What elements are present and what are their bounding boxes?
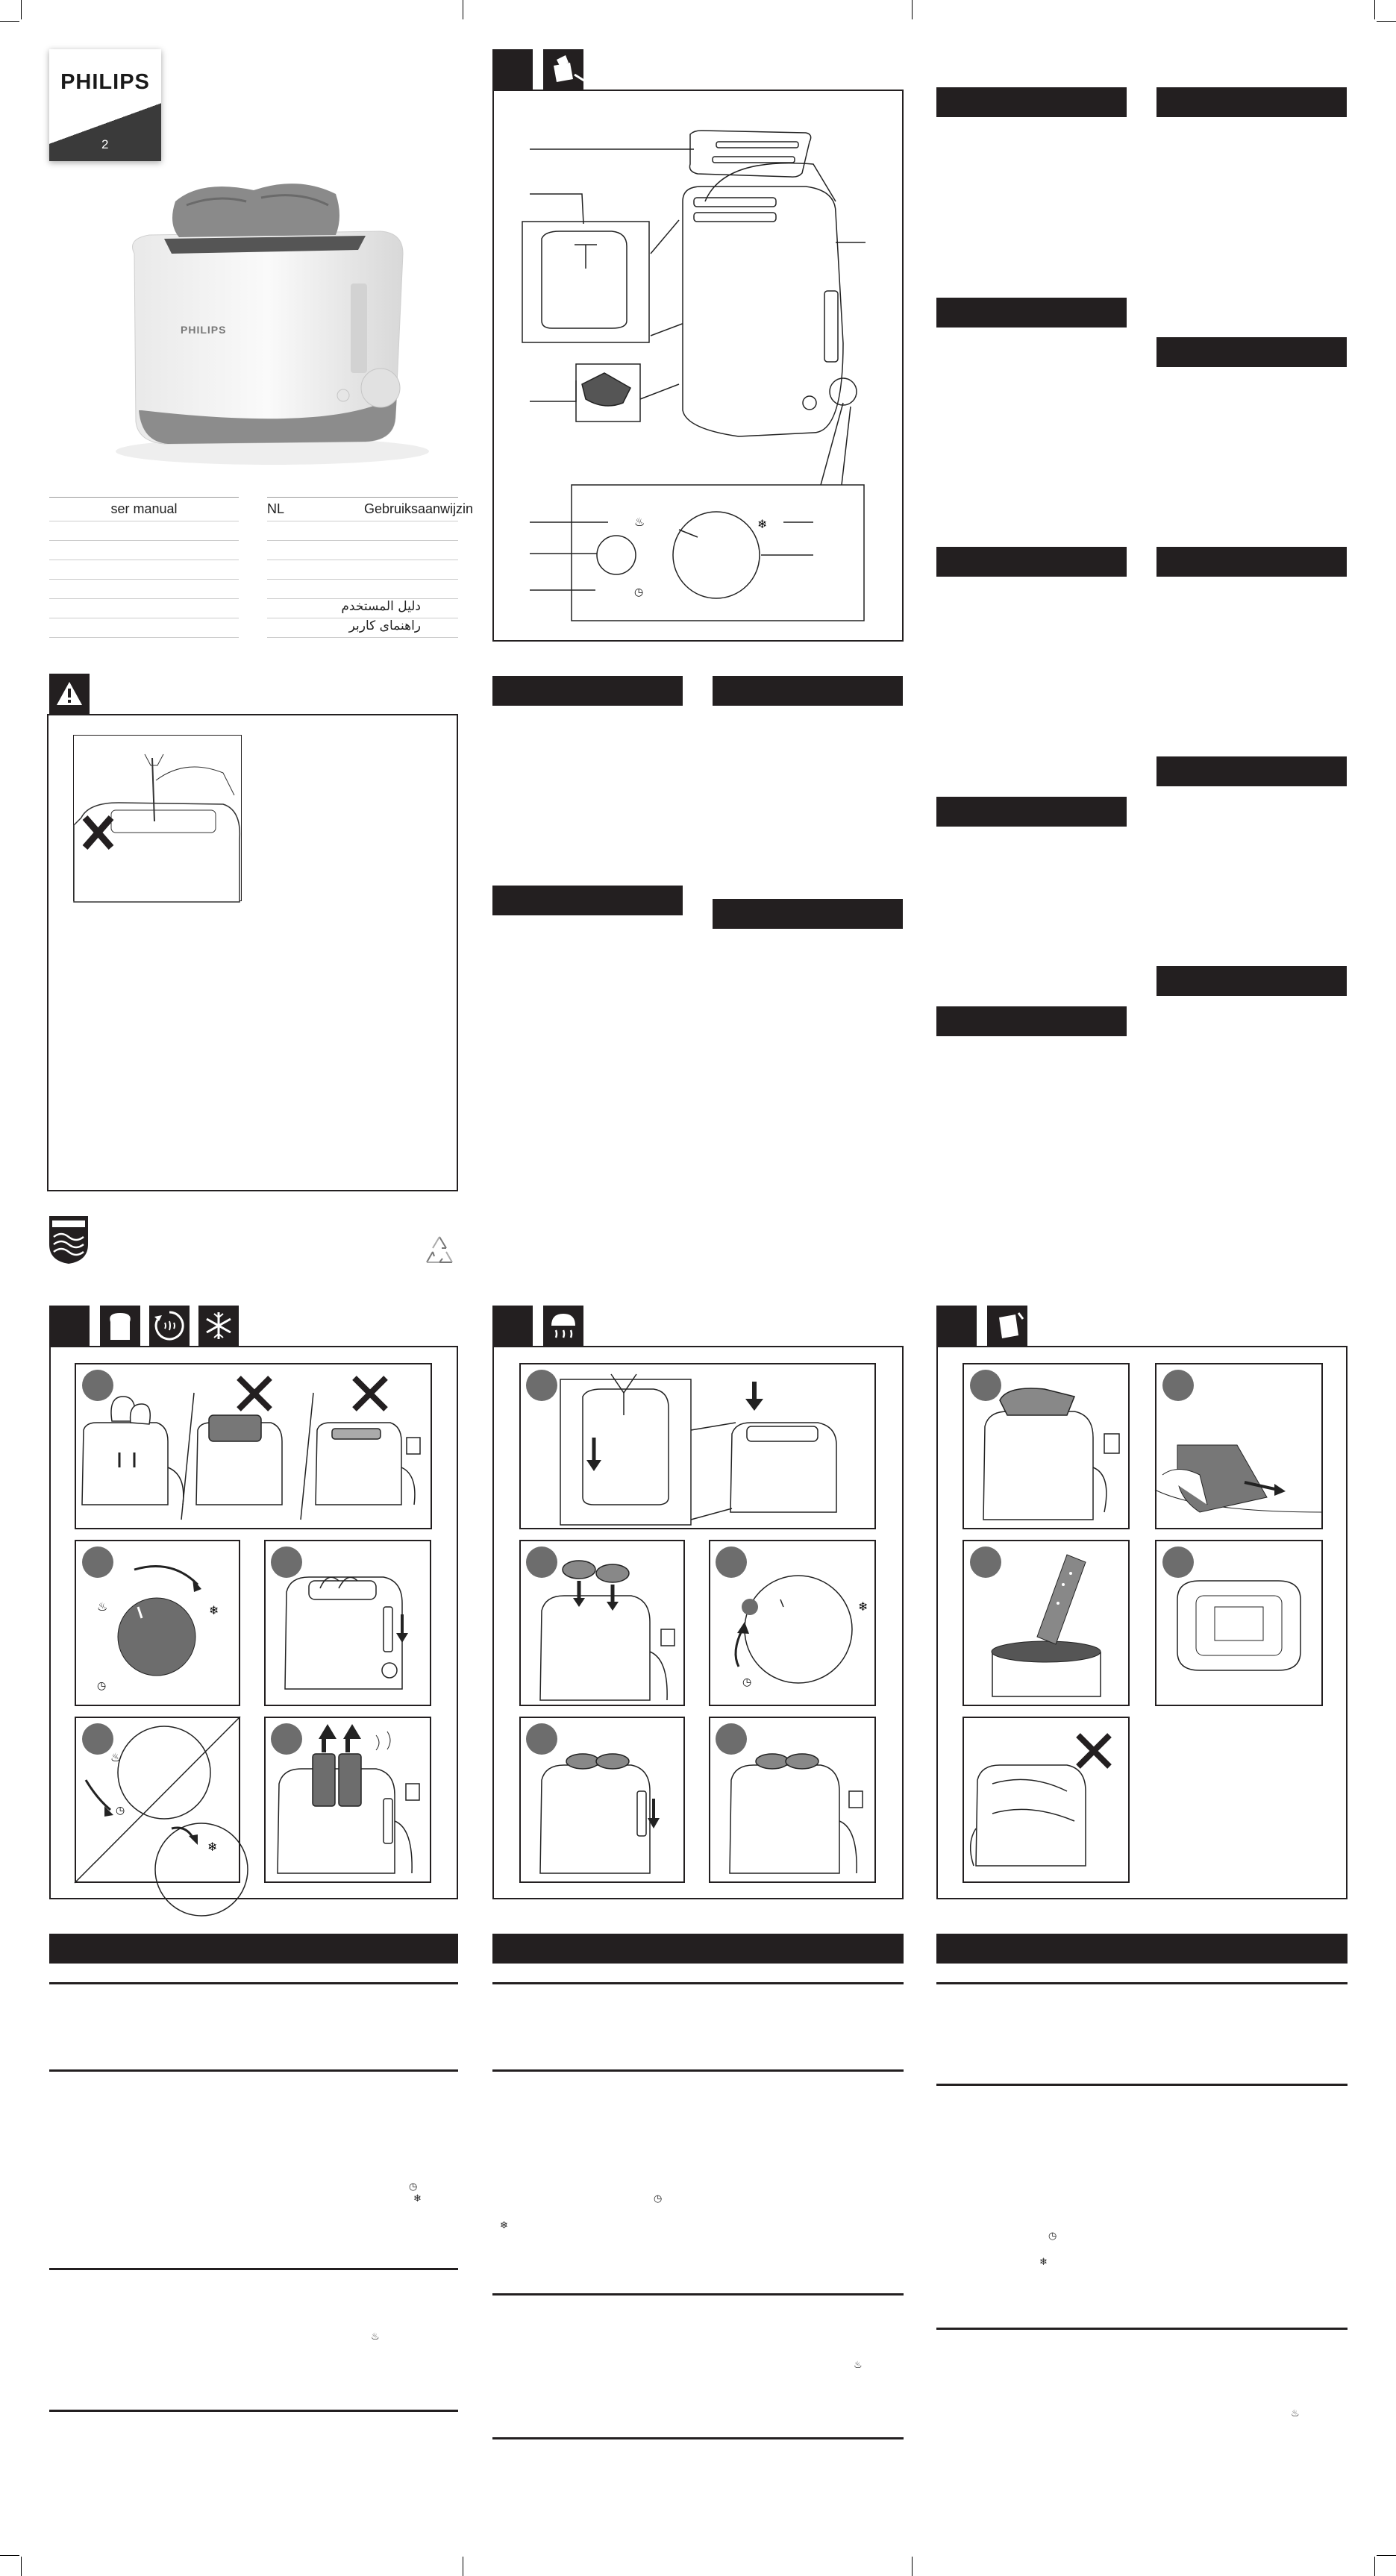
- language-left: [49, 501, 239, 638]
- brand-name: PHILIPS: [60, 70, 150, 94]
- section-heading-bar: [936, 797, 1127, 827]
- clean-step-2-illustration: [1155, 1363, 1323, 1529]
- step-3-illustration: [264, 1540, 431, 1706]
- step-2-illustration: [75, 1540, 240, 1706]
- language-name: [267, 521, 458, 541]
- section-heading-bar: [936, 547, 1127, 577]
- svg-text:◷: ◷: [634, 586, 644, 598]
- page-number: 2: [101, 137, 109, 151]
- language-name: [267, 580, 458, 599]
- clean-step-3-illustration: [963, 1540, 1130, 1706]
- svg-text:◷: ◷: [116, 1805, 125, 1817]
- language-name: دليل المستخدم: [267, 599, 458, 618]
- divider: [49, 2410, 458, 2412]
- bun-step-4-illustration: [519, 1717, 685, 1883]
- reheat-symbol: ♨: [371, 2331, 380, 2342]
- reheat-symbol: ♨: [1291, 2408, 1300, 2419]
- toast-icon: [107, 1311, 133, 1341]
- bun-step-1-illustration: [519, 1363, 876, 1529]
- svg-text:♨: ♨: [110, 1750, 122, 1764]
- bun-step-5-illustration: [709, 1717, 876, 1883]
- section-heading-bar: [936, 1934, 1348, 1964]
- language-name: [267, 560, 458, 580]
- section-heading-bar: [936, 1006, 1127, 1036]
- crop-mark: [912, 2557, 913, 2576]
- language-name: راهنمای کاربر: [267, 618, 458, 638]
- language-entry: [49, 521, 239, 541]
- cleaning-icon: [992, 1310, 1024, 1343]
- crop-mark: [1374, 0, 1375, 19]
- warning-illustration: [73, 735, 242, 901]
- defrost-symbol: ❄: [500, 2220, 508, 2231]
- language-code: NL: [267, 501, 285, 516]
- language-entry: [49, 618, 239, 638]
- crop-mark: [1377, 2555, 1396, 2556]
- bun-step-2-illustration: [519, 1540, 685, 1706]
- cleaning-steps-header: [936, 1306, 977, 1346]
- divider: [49, 2268, 458, 2270]
- cleaning-icon: [543, 49, 588, 90]
- crop-mark: [0, 21, 19, 22]
- cleaning-icon-box: [987, 1306, 1027, 1346]
- language-entry: ser manual: [49, 501, 239, 521]
- crop-mark: [21, 0, 22, 19]
- section-heading-bar: [936, 87, 1127, 117]
- language-entry: [49, 560, 239, 580]
- section-heading-bar: [1156, 337, 1347, 367]
- cleaning-header: [492, 49, 533, 90]
- toaster-fork-illustration: [74, 736, 242, 902]
- warning-triangle-icon: [55, 680, 84, 708]
- toaster-overview-diagram: [492, 90, 904, 642]
- svg-text:❄: ❄: [209, 1603, 219, 1617]
- bun-warming-header: [492, 1306, 533, 1346]
- section-heading-bar: [1156, 966, 1347, 996]
- reheat-icon: [153, 1309, 186, 1342]
- section-heading-bar: [713, 899, 903, 929]
- divider: [49, 1982, 458, 1984]
- toast-icon-box: [100, 1306, 140, 1346]
- divider: [492, 2293, 904, 2295]
- clean-step-1-illustration: [963, 1363, 1130, 1529]
- svg-text:♨: ♨: [634, 515, 645, 529]
- language-name: Gebruiksaanwijzin: [364, 501, 474, 516]
- section-heading-bar: [492, 676, 683, 706]
- defrost-icon-box: [198, 1306, 239, 1346]
- warning-header: [49, 674, 90, 714]
- defrost-symbol: ❄: [413, 2193, 422, 2204]
- crop-mark: [1377, 21, 1396, 22]
- toaster-logo: PHILIPS: [181, 324, 227, 336]
- defrost-icon: [202, 1309, 235, 1342]
- svg-text:♨: ♨: [97, 1599, 108, 1614]
- step-5-illustration: [264, 1717, 431, 1883]
- toasting-header: [49, 1306, 90, 1346]
- language-entry: [49, 580, 239, 599]
- divider: [492, 1982, 904, 1984]
- clean-step-5-illustration: [963, 1717, 1130, 1883]
- language-table: [49, 497, 474, 646]
- divider: [492, 2069, 904, 2072]
- defrost-symbol: ❄: [1039, 2257, 1048, 2268]
- language-name: [267, 541, 458, 560]
- timer-symbol: ◷: [409, 2181, 418, 2193]
- section-heading-bar: [1156, 547, 1347, 577]
- section-heading-bar: [1156, 756, 1347, 786]
- svg-text:❄: ❄: [757, 517, 768, 531]
- svg-text:◷: ◷: [742, 1676, 752, 1688]
- recycle-icon: [422, 1234, 457, 1268]
- brand-logo: [49, 49, 161, 161]
- clean-step-4-illustration: [1155, 1540, 1323, 1706]
- divider: [492, 2437, 904, 2439]
- svg-text:❄: ❄: [858, 1599, 868, 1614]
- section-heading-bar: [936, 298, 1127, 328]
- divider: [936, 2328, 1348, 2330]
- cleaning-icon-box: [543, 49, 583, 90]
- language-entry: [49, 541, 239, 560]
- reheat-symbol: ♨: [854, 2360, 863, 2371]
- section-heading-bar: [492, 886, 683, 915]
- section-heading-bar: [49, 1934, 458, 1964]
- svg-text:❄: ❄: [207, 1840, 218, 1854]
- crop-mark: [21, 2557, 22, 2576]
- section-heading-bar: [492, 1934, 904, 1964]
- divider: [936, 1982, 1348, 1984]
- svg-text:◷: ◷: [97, 1680, 107, 1692]
- bun-warming-icon-box: [543, 1306, 583, 1346]
- philips-shield-icon: [48, 1215, 90, 1265]
- language-right: [267, 501, 474, 638]
- language-entry: [49, 599, 239, 618]
- divider: [49, 2069, 458, 2072]
- timer-symbol: ◷: [654, 2193, 663, 2204]
- crop-mark: [0, 2555, 19, 2556]
- section-heading-bar: [713, 676, 903, 706]
- section-heading-bar: [1156, 87, 1347, 117]
- toaster-photo: [112, 172, 440, 470]
- reheat-icon-box: [149, 1306, 190, 1346]
- step-4-illustration: [75, 1717, 240, 1883]
- crop-mark: [912, 0, 913, 19]
- crop-mark: [1374, 2557, 1375, 2576]
- bun-step-3-illustration: [709, 1540, 876, 1706]
- step-1-illustration: [75, 1363, 432, 1529]
- bun-warming-icon: [547, 1309, 580, 1342]
- timer-symbol: ◷: [1048, 2231, 1057, 2242]
- divider: [936, 2084, 1348, 2086]
